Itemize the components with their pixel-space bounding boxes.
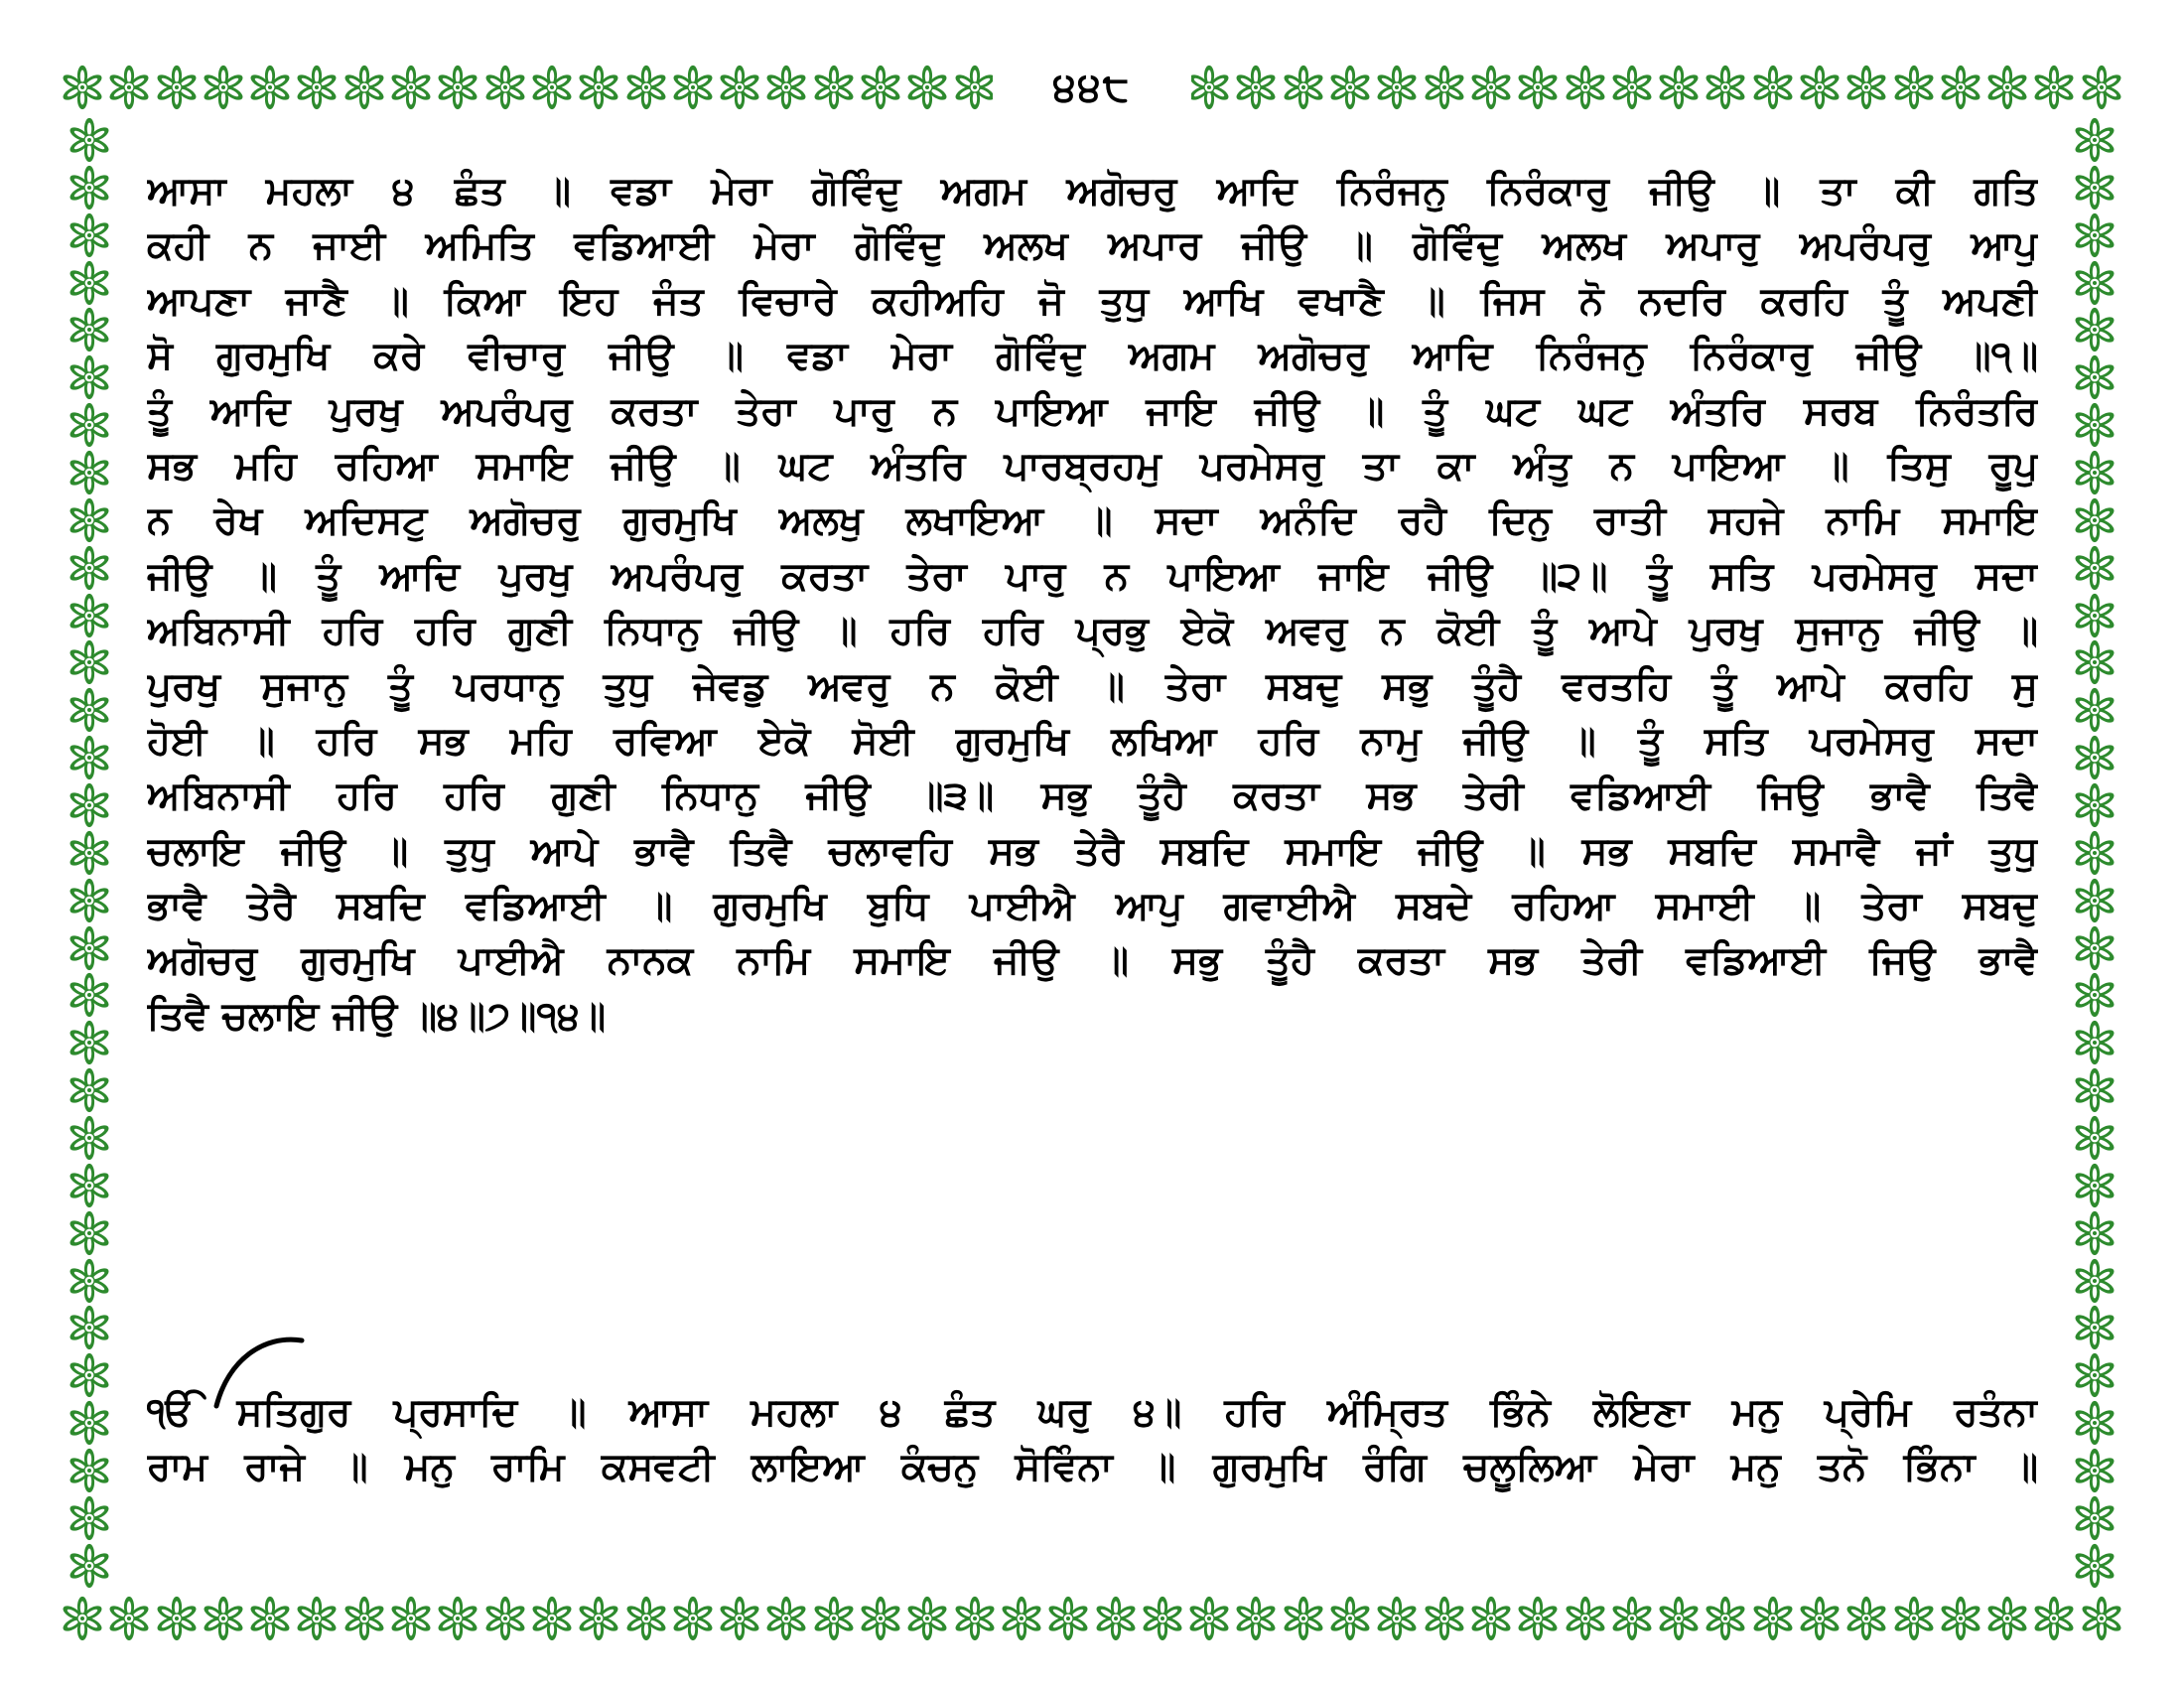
flower-icon [529, 65, 575, 110]
flower-icon [952, 65, 998, 110]
flower-icon [2072, 212, 2117, 258]
flower-icon [763, 65, 809, 110]
flower-icon [763, 1596, 809, 1641]
flower-icon [67, 1305, 112, 1350]
text-line: ਅਗੋਚਰੁ ਗੁਰਮੁਖਿ ਪਾਈਐ ਨਾਨਕ ਨਾਮਿ ਸਮਾਇ ਜੀਉ ॥ ਸਭੁ ਤੂੰਹੈ ਕਰਤਾ ਸਭ ਤੇਰੀ ਵਡਿਆਈ ਜਿਉ ਭਾਵੈ [147, 938, 2038, 984]
text-line: ੴ ਸਤਿਗੁਰ ਪ੍ਰਸਾਦਿ ॥ ਆਸਾ ਮਹਲਾ ੪ ਛੰਤ ਘਰੁ ੪॥ ਹਰਿ ਅੰਮ੍ਰਿਤ ਭਿੰਨੇ ਲੋਇਣਾ ਮਨੁ ਪ੍ਰੇਮਿ ਰਤੰਨਾ [147, 1390, 2038, 1435]
flower-icon [904, 65, 950, 110]
flower-icon [67, 117, 112, 163]
flower-icon [67, 593, 112, 638]
flower-icon [2072, 1352, 2117, 1398]
flower-icon [2072, 260, 2117, 306]
text-line: ਅਬਿਨਾਸੀ ਹਰਿ ਹਰਿ ਗੁਣੀ ਨਿਧਾਨੁ ਜੀਉ ॥ ਹਰਿ ਹਰਿ ਪ੍ਰਭੁ ਏਕੋ ਅਵਰੁ ਨ ਕੋਈ ਤੂੰ ਆਪੇ ਪੁਰਖੁ ਸੁਜਾਨੁ ਜੀਉ ॥ [147, 609, 2038, 654]
flower-icon [67, 497, 112, 543]
flower-icon [1843, 1596, 1889, 1641]
flower-icon [294, 65, 340, 110]
flower-icon [952, 1596, 998, 1641]
flower-icon [67, 307, 112, 352]
flower-icon [2072, 735, 2117, 780]
flower-icon [154, 65, 200, 110]
page-number: ੪੪੮ [993, 58, 1191, 117]
flower-icon [576, 65, 621, 110]
flower-icon [67, 402, 112, 448]
flower-icon [201, 65, 246, 110]
flower-icon [67, 878, 112, 923]
flower-icon [67, 1067, 112, 1113]
flower-icon [2072, 878, 2117, 923]
flower-icon [67, 260, 112, 306]
flower-icon [67, 830, 112, 876]
flower-icon [67, 1352, 112, 1398]
text-line: ਤੂੰ ਆਦਿ ਪੁਰਖੁ ਅਪਰੰਪਰੁ ਕਰਤਾ ਤੇਰਾ ਪਾਰੁ ਨ ਪਾਇਆ ਜਾਇ ਜੀਉ ॥ ਤੂੰ ਘਟ ਘਟ ਅੰਤਰਿ ਸਰਬ ਨਿਰੰਤਰਿ [147, 388, 2038, 434]
flower-icon [2072, 925, 2117, 971]
flower-icon [1843, 65, 1889, 110]
flower-icon [1374, 1596, 1420, 1641]
flower-icon [858, 65, 903, 110]
flower-icon [2072, 593, 2117, 638]
flower-icon [999, 1596, 1044, 1641]
flower-icon [2072, 1258, 2117, 1304]
flower-icon [2072, 687, 2117, 733]
flower-icon [1656, 1596, 1702, 1641]
flower-icon [2072, 402, 2117, 448]
flower-icon [1984, 1596, 2030, 1641]
flower-icon [67, 735, 112, 780]
flower-icon [717, 65, 762, 110]
flower-icon [1609, 1596, 1655, 1641]
flower-icon [1891, 1596, 1937, 1641]
flower-icon [388, 65, 434, 110]
flower-icon [1186, 1596, 1232, 1641]
flower-icon [67, 354, 112, 400]
flower-icon [1750, 1596, 1796, 1641]
flower-icon [1656, 65, 1702, 110]
flower-icon [67, 212, 112, 258]
flower-icon [482, 1596, 528, 1641]
flower-icon [60, 65, 105, 110]
flower-icon [1797, 1596, 1843, 1641]
flower-icon [2072, 450, 2117, 495]
flower-icon [2072, 354, 2117, 400]
flower-icon [2072, 1067, 2117, 1113]
flower-icon [2072, 1305, 2117, 1350]
text-line: ਰਾਮ ਰਾਜੇ ॥ ਮਨੁ ਰਾਮਿ ਕਸਵਟੀ ਲਾਇਆ ਕੰਚਨੁ ਸੋਵਿੰਨਾ ॥ ਗੁਰਮੁਖਿ ਰੰਗਿ ਚਲੂਲਿਆ ਮੇਰਾ ਮਨੁ ਤਨੋ ਭਿੰਨਾ ॥ [147, 1445, 2038, 1490]
flower-icon [67, 1495, 112, 1541]
flower-icon [67, 1543, 112, 1589]
flower-icon [1703, 65, 1748, 110]
flower-icon [67, 782, 112, 828]
flower-icon [67, 1020, 112, 1065]
floral-border-bottom [60, 1589, 2124, 1648]
flower-icon [670, 1596, 716, 1641]
flower-icon [2072, 639, 2117, 685]
flower-icon [2072, 1495, 2117, 1541]
flower-icon [717, 1596, 762, 1641]
flower-icon [1563, 65, 1608, 110]
flower-icon [2079, 1596, 2124, 1641]
flower-icon [67, 1400, 112, 1446]
flower-icon [1703, 1596, 1748, 1641]
flower-icon [106, 65, 152, 110]
flower-icon [529, 1596, 575, 1641]
text-line: ਭਾਵੈ ਤੇਰੈ ਸਬਦਿ ਵਡਿਆਈ ॥ ਗੁਰਮੁਖਿ ਬੁਧਿ ਪਾਈਐ ਆਪੁ ਗਵਾਈਐ ਸਬਦੇ ਰਹਿਆ ਸਮਾਈ ॥ ਤੇਰਾ ਸਬਦੁ [147, 884, 2038, 929]
text-line: ਪੁਰਖੁ ਸੁਜਾਨੁ ਤੂੰ ਪਰਧਾਨੁ ਤੁਧੁ ਜੇਵਡੁ ਅਵਰੁ ਨ ਕੋਈ ॥ ਤੇਰਾ ਸਬਦੁ ਸਭੁ ਤੂੰਹੈ ਵਰਤਹਿ ਤੂੰ ਆਪੇ ਕਰਹਿ ਸੁ [147, 663, 2038, 709]
flower-icon [811, 65, 857, 110]
flower-icon [1750, 65, 1796, 110]
flower-icon [2072, 830, 2117, 876]
flower-icon [294, 1596, 340, 1641]
flower-icon [1515, 1596, 1561, 1641]
flower-icon [2072, 1448, 2117, 1493]
floral-border-left [60, 117, 119, 1589]
flower-icon [67, 1258, 112, 1304]
text-line: ਚਲਾਇ ਜੀਉ ॥ ਤੁਧੁ ਆਪੇ ਭਾਵੈ ਤਿਵੈ ਚਲਾਵਹਿ ਸਭ ਤੇਰੈ ਸਬਦਿ ਸਮਾਇ ਜੀਉ ॥ ਸਭ ਸਬਦਿ ਸਮਾਵੈ ਜਾਂ ਤੁਧੁ [147, 828, 2038, 874]
flower-icon [1186, 65, 1232, 110]
flower-icon [2079, 65, 2124, 110]
flower-icon [2072, 307, 2117, 352]
text-line: ਜੀਉ ॥ ਤੂੰ ਆਦਿ ਪੁਰਖੁ ਅਪਰੰਪਰੁ ਕਰਤਾ ਤੇਰਾ ਪਾਰੁ ਨ ਪਾਇਆ ਜਾਇ ਜੀਉ ॥੨॥ ਤੂੰ ਸਤਿ ਪਰਮੇਸਰੁ ਸਦਾ [147, 553, 2038, 599]
flower-icon [1233, 65, 1279, 110]
flower-icon [2072, 782, 2117, 828]
text-line: ਆਪਣਾ ਜਾਣੈ ॥ ਕਿਆ ਇਹ ਜੰਤ ਵਿਚਾਰੇ ਕਹੀਅਹਿ ਜੋ ਤੁਧੁ ਆਖਿ ਵਖਾਣੈ ॥ ਜਿਸ ਨੋ ਨਦਰਿ ਕਰਹਿ ਤੂੰ ਅਪਣੀ [147, 278, 2038, 324]
flower-icon [67, 1115, 112, 1161]
flower-icon [2072, 1163, 2117, 1208]
flower-icon [2072, 497, 2117, 543]
flower-icon [247, 1596, 293, 1641]
flower-icon [858, 1596, 903, 1641]
flower-icon [106, 1596, 152, 1641]
flower-icon [67, 925, 112, 971]
flower-icon [1938, 1596, 1983, 1641]
flower-icon [1797, 65, 1843, 110]
flower-icon [1140, 1596, 1185, 1641]
text-line: ਕਹੀ ਨ ਜਾਈ ਅਮਿਤਿ ਵਡਿਆਈ ਮੇਰਾ ਗੋਵਿੰਦੁ ਅਲਖ ਅਪਾਰ ਜੀਉ ॥ ਗੋਵਿੰਦੁ ਅਲਖ ਅਪਾਰੁ ਅਪਰੰਪਰੁ ਆਪੁ [147, 223, 2038, 269]
flower-icon [2072, 1543, 2117, 1589]
flower-icon [60, 1596, 105, 1641]
flower-icon [2072, 1020, 2117, 1065]
flower-icon [247, 65, 293, 110]
flower-icon [1374, 65, 1420, 110]
flower-icon [623, 65, 669, 110]
flower-icon [811, 1596, 857, 1641]
flower-icon [2072, 1115, 2117, 1161]
flower-icon [2072, 1210, 2117, 1256]
flower-icon [67, 1448, 112, 1493]
flower-icon [1281, 1596, 1326, 1641]
flower-icon [1468, 1596, 1514, 1641]
flower-icon [67, 1163, 112, 1208]
text-line: ਨ ਰੇਖ ਅਦਿਸਟੁ ਅਗੋਚਰੁ ਗੁਰਮੁਖਿ ਅਲਖੁ ਲਖਾਇਆ ॥ ਸਦਾ ਅਨੰਦਿ ਰਹੈ ਦਿਨੁ ਰਾਤੀ ਸਹਜੇ ਨਾਮਿ ਸਮਾਇ [147, 498, 2038, 544]
flower-icon [1938, 65, 1983, 110]
text-line: ਸਭ ਮਹਿ ਰਹਿਆ ਸਮਾਇ ਜੀਉ ॥ ਘਟ ਅੰਤਰਿ ਪਾਰਬ੍ਰਹਮੁ ਪਰਮੇਸਰੁ ਤਾ ਕਾ ਅੰਤੁ ਨ ਪਾਇਆ ॥ ਤਿਸੁ ਰੂਪੁ [147, 443, 2038, 489]
flower-icon [1468, 65, 1514, 110]
flower-icon [2072, 545, 2117, 591]
flower-icon [1233, 1596, 1279, 1641]
flower-icon [2072, 165, 2117, 211]
flower-icon [576, 1596, 621, 1641]
flower-icon [1422, 65, 1467, 110]
scripture-text-block [147, 164, 2038, 1044]
flower-icon [2072, 972, 2117, 1018]
flower-icon [1891, 65, 1937, 110]
flower-icon [435, 1596, 480, 1641]
flower-icon [388, 1596, 434, 1641]
flower-icon [67, 972, 112, 1018]
flower-icon [2072, 1400, 2117, 1446]
flower-icon [2031, 1596, 2077, 1641]
flower-icon [67, 687, 112, 733]
flower-icon [1515, 65, 1561, 110]
flower-icon [1281, 65, 1326, 110]
flower-icon [67, 165, 112, 211]
second-hymn-block [147, 1385, 2038, 1495]
text-line: ਅਬਿਨਾਸੀ ਹਰਿ ਹਰਿ ਗੁਣੀ ਨਿਧਾਨੁ ਜੀਉ ॥੩॥ ਸਭੁ ਤੂੰਹੈ ਕਰਤਾ ਸਭ ਤੇਰੀ ਵਡਿਆਈ ਜਿਉ ਭਾਵੈ ਤਿਵੈ [147, 774, 2038, 819]
flower-icon [341, 1596, 387, 1641]
flower-icon [1422, 1596, 1467, 1641]
flower-icon [482, 65, 528, 110]
flower-icon [1609, 65, 1655, 110]
text-line: ਆਸਾ ਮਹਲਾ ੪ ਛੰਤ ॥ ਵਡਾ ਮੇਰਾ ਗੋਵਿੰਦੁ ਅਗਮ ਅਗੋਚਰੁ ਆਦਿ ਨਿਰੰਜਨੁ ਨਿਰੰਕਾਰੁ ਜੀਉ ॥ ਤਾ ਕੀ ਗਤਿ [147, 169, 2038, 213]
text-line: ਹੋਈ ॥ ਹਰਿ ਸਭ ਮਹਿ ਰਵਿਆ ਏਕੋ ਸੋਈ ਗੁਰਮੁਖਿ ਲਖਿਆ ਹਰਿ ਨਾਮੁ ਜੀਉ ॥ ਤੂੰ ਸਤਿ ਪਰਮੇਸਰੁ ਸਦਾ [147, 718, 2038, 764]
flower-icon [67, 450, 112, 495]
flower-icon [154, 1596, 200, 1641]
flower-icon [341, 65, 387, 110]
flower-icon [1563, 1596, 1608, 1641]
flower-icon [1984, 65, 2030, 110]
flower-icon [904, 1596, 950, 1641]
flower-icon [67, 1210, 112, 1256]
flower-icon [1327, 1596, 1373, 1641]
flower-icon [1093, 1596, 1139, 1641]
flower-icon [1045, 1596, 1091, 1641]
flower-icon [623, 1596, 669, 1641]
flower-icon [435, 65, 480, 110]
floral-border-right [2065, 117, 2124, 1589]
flower-icon [2072, 117, 2117, 163]
flower-icon [201, 1596, 246, 1641]
flower-icon [67, 639, 112, 685]
text-line: ਤਿਵੈ ਚਲਾਇ ਜੀਉ ॥੪॥੭॥੧੪॥ [147, 993, 607, 1039]
flower-icon [2031, 65, 2077, 110]
flower-icon [67, 545, 112, 591]
flower-icon [670, 65, 716, 110]
flower-icon [1327, 65, 1373, 110]
text-line: ਸੋ ਗੁਰਮੁਖਿ ਕਰੇ ਵੀਚਾਰੁ ਜੀਉ ॥ ਵਡਾ ਮੇਰਾ ਗੋਵਿੰਦੁ ਅਗਮ ਅਗੋਚਰੁ ਆਦਿ ਨਿਰੰਜਨੁ ਨਿਰੰਕਾਰੁ ਜੀਉ ॥੧॥ [147, 334, 2038, 379]
